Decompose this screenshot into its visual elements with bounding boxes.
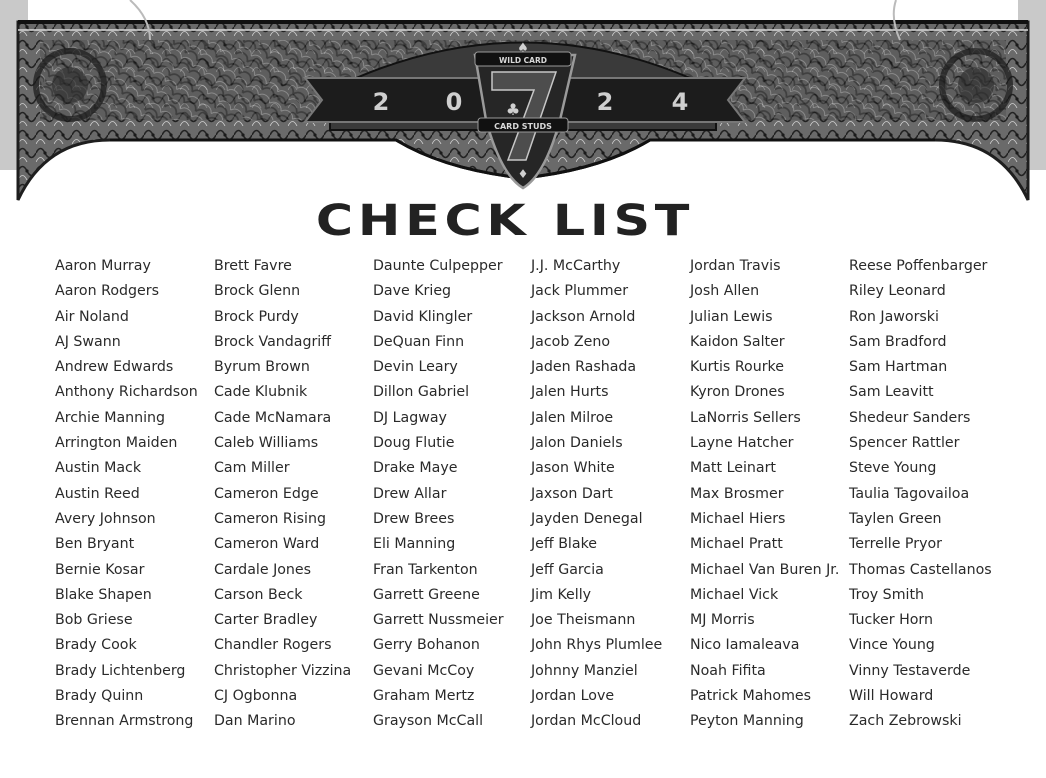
player-name: Vinny Testaverde xyxy=(849,662,971,679)
player-name: Jalen Hurts xyxy=(531,384,609,401)
player-name: John Rhys Plumlee xyxy=(531,637,663,654)
player-name: Steve Young xyxy=(849,460,937,477)
player-name: Brock Purdy xyxy=(214,308,299,325)
player-name: Gerry Bohanon xyxy=(373,637,480,654)
player-name: Aaron Murray xyxy=(55,258,151,274)
player-name: Caleb Williams xyxy=(214,435,319,452)
player-name: Cameron Edge xyxy=(214,485,319,502)
player-name: Brady Cook xyxy=(55,637,137,654)
player-name: MJ Morris xyxy=(690,612,755,629)
brand-bottom-text: CARD STUDS xyxy=(494,122,552,131)
spade-suit-icon: ♠ xyxy=(517,41,529,56)
player-name: Will Howard xyxy=(849,688,934,705)
player-name: Bob Griese xyxy=(55,612,133,629)
player-name: Cameron Rising xyxy=(214,510,326,527)
page-title: CHECK LIST xyxy=(315,196,695,246)
player-name: Byrum Brown xyxy=(214,359,310,376)
player-name: Drew Brees xyxy=(373,510,455,527)
player-name: Cade McNamara xyxy=(214,409,332,426)
player-name: Fran Tarkenton xyxy=(373,561,478,578)
player-name: Zach Zebrowski xyxy=(849,713,962,730)
player-name: Jeff Garcia xyxy=(531,561,604,578)
player-name: Aaron Rodgers xyxy=(55,283,159,300)
player-name: Julian Lewis xyxy=(690,308,773,325)
brand-top-text: WILD CARD xyxy=(499,56,547,65)
player-name: Michael Vick xyxy=(690,586,779,603)
player-name: Jordan Travis xyxy=(690,258,781,274)
player-name: Max Brosmer xyxy=(690,485,784,502)
player-name: Cameron Ward xyxy=(214,536,320,553)
player-name: AJ Swann xyxy=(55,333,121,350)
player-name: Archie Manning xyxy=(55,409,166,426)
player-name: Austin Mack xyxy=(55,460,142,477)
player-name: DJ Lagway xyxy=(373,409,447,426)
player-name: Dillon Gabriel xyxy=(373,384,470,401)
player-name: Johnny Manziel xyxy=(531,662,638,679)
player-name: Jalon Daniels xyxy=(531,435,623,452)
player-name: Nico Iamaleava xyxy=(690,637,800,654)
player-name: Jack Plummer xyxy=(531,283,629,300)
player-name: Michael Pratt xyxy=(690,536,783,553)
player-name: Jordan Love xyxy=(531,688,615,705)
player-name: David Klingler xyxy=(373,308,473,325)
player-name: Cardale Jones xyxy=(214,561,312,578)
player-name: Dan Marino xyxy=(214,713,296,730)
player-name: Cade Klubnik xyxy=(214,384,308,401)
player-name: Brock Glenn xyxy=(214,283,301,300)
club-suit-icon: ♣ xyxy=(505,100,521,119)
player-name: Jayden Denegal xyxy=(531,510,643,527)
checklist-column xyxy=(55,256,198,737)
player-name: Noah Fifita xyxy=(690,662,766,679)
player-name: Jackson Arnold xyxy=(531,308,636,325)
player-name: Brock Vandagriff xyxy=(214,333,332,350)
player-name: Garrett Nussmeier xyxy=(373,612,504,629)
player-name: Devin Leary xyxy=(373,359,458,376)
player-name: Jaden Rashada xyxy=(531,359,637,376)
player-name: Gevani McCoy xyxy=(373,662,475,679)
player-name: Drew Allar xyxy=(373,485,447,502)
player-name: Thomas Castellanos xyxy=(849,561,992,578)
diamond-suit-icon: ♦ xyxy=(517,167,529,181)
player-name: Matt Leinart xyxy=(690,460,776,477)
player-name: Cam Miller xyxy=(214,460,290,477)
player-name: Michael Hiers xyxy=(690,510,786,527)
player-name: Austin Reed xyxy=(55,485,140,502)
player-name: Jordan McCloud xyxy=(531,713,642,730)
player-name: Blake Shapen xyxy=(55,586,152,603)
player-name: Bernie Kosar xyxy=(55,561,145,578)
checklist xyxy=(0,256,1046,736)
player-name: Air Noland xyxy=(55,308,129,325)
player-name: DeQuan Finn xyxy=(373,333,465,350)
player-name: Ron Jaworski xyxy=(849,308,939,325)
checklist-column xyxy=(531,256,662,737)
player-name: Patrick Mahomes xyxy=(690,688,812,705)
player-name: Chandler Rogers xyxy=(214,637,332,654)
player-name: Jaxson Dart xyxy=(531,485,613,502)
player-name: Taylen Green xyxy=(849,510,942,527)
year-digit-3: 2 xyxy=(596,88,614,116)
player-name: Carter Bradley xyxy=(214,612,318,629)
player-name: Vince Young xyxy=(849,637,935,654)
player-name: Tucker Horn xyxy=(849,612,934,629)
player-name: Ben Bryant xyxy=(55,536,135,553)
player-name: Dave Krieg xyxy=(373,283,452,300)
player-name: Troy Smith xyxy=(849,586,925,603)
year-digit-4: 4 xyxy=(671,88,689,116)
player-name: Reese Poffenbarger xyxy=(849,258,988,274)
player-name: Joe Theismann xyxy=(531,612,636,629)
player-name: Doug Flutie xyxy=(373,435,455,452)
player-name: Shedeur Sanders xyxy=(849,409,971,426)
player-name: Josh Allen xyxy=(690,283,760,300)
player-name: Eli Manning xyxy=(373,536,456,553)
player-name: Brady Quinn xyxy=(55,688,144,705)
player-name: Drake Maye xyxy=(373,460,458,477)
player-name: LaNorris Sellers xyxy=(690,409,801,426)
checklist-column xyxy=(214,256,351,737)
checklist-column xyxy=(373,256,504,737)
player-name: Grayson McCall xyxy=(373,713,484,730)
player-name: Carson Beck xyxy=(214,586,303,603)
player-name: Jalen Milroe xyxy=(531,409,614,426)
player-name: Sam Bradford xyxy=(849,333,947,350)
player-name: Jim Kelly xyxy=(531,586,592,603)
player-name: Taulia Tagovailoa xyxy=(849,485,970,502)
player-name: Peyton Manning xyxy=(690,713,804,730)
player-name: Sam Hartman xyxy=(849,359,948,376)
player-name: Riley Leonard xyxy=(849,283,946,300)
player-name: Kaidon Salter xyxy=(690,333,785,350)
player-name: Garrett Greene xyxy=(373,586,480,603)
player-name: Anthony Richardson xyxy=(55,384,198,401)
player-name: Daunte Culpepper xyxy=(373,258,503,274)
player-name: J.J. McCarthy xyxy=(531,258,621,274)
player-name: Jason White xyxy=(531,460,615,477)
player-name: Andrew Edwards xyxy=(55,359,174,376)
checklist-column xyxy=(690,256,839,737)
player-name: Jeff Blake xyxy=(531,536,598,553)
player-name: Kurtis Rourke xyxy=(690,359,784,376)
year-digit-1: 2 xyxy=(372,88,390,116)
player-name: Spencer Rattler xyxy=(849,435,960,452)
player-name: CJ Ogbonna xyxy=(214,688,298,705)
player-name: Graham Mertz xyxy=(373,688,475,705)
player-name: Sam Leavitt xyxy=(849,384,934,401)
checklist-column xyxy=(849,256,992,737)
player-name: Christopher Vizzina xyxy=(214,662,352,679)
year-digit-2: 0 xyxy=(445,88,463,116)
player-name: Terrelle Pryor xyxy=(849,536,942,553)
player-name: Avery Johnson xyxy=(55,510,156,527)
player-name: Kyron Drones xyxy=(690,384,785,401)
player-name: Layne Hatcher xyxy=(690,435,794,452)
player-name: Brady Lichtenberg xyxy=(55,662,186,679)
player-name: Arrington Maiden xyxy=(55,435,178,452)
player-name: Michael Van Buren Jr. xyxy=(690,561,840,578)
player-name: Brennan Armstrong xyxy=(55,713,194,730)
player-name: Brett Favre xyxy=(214,258,292,274)
player-name: Jacob Zeno xyxy=(531,333,610,350)
